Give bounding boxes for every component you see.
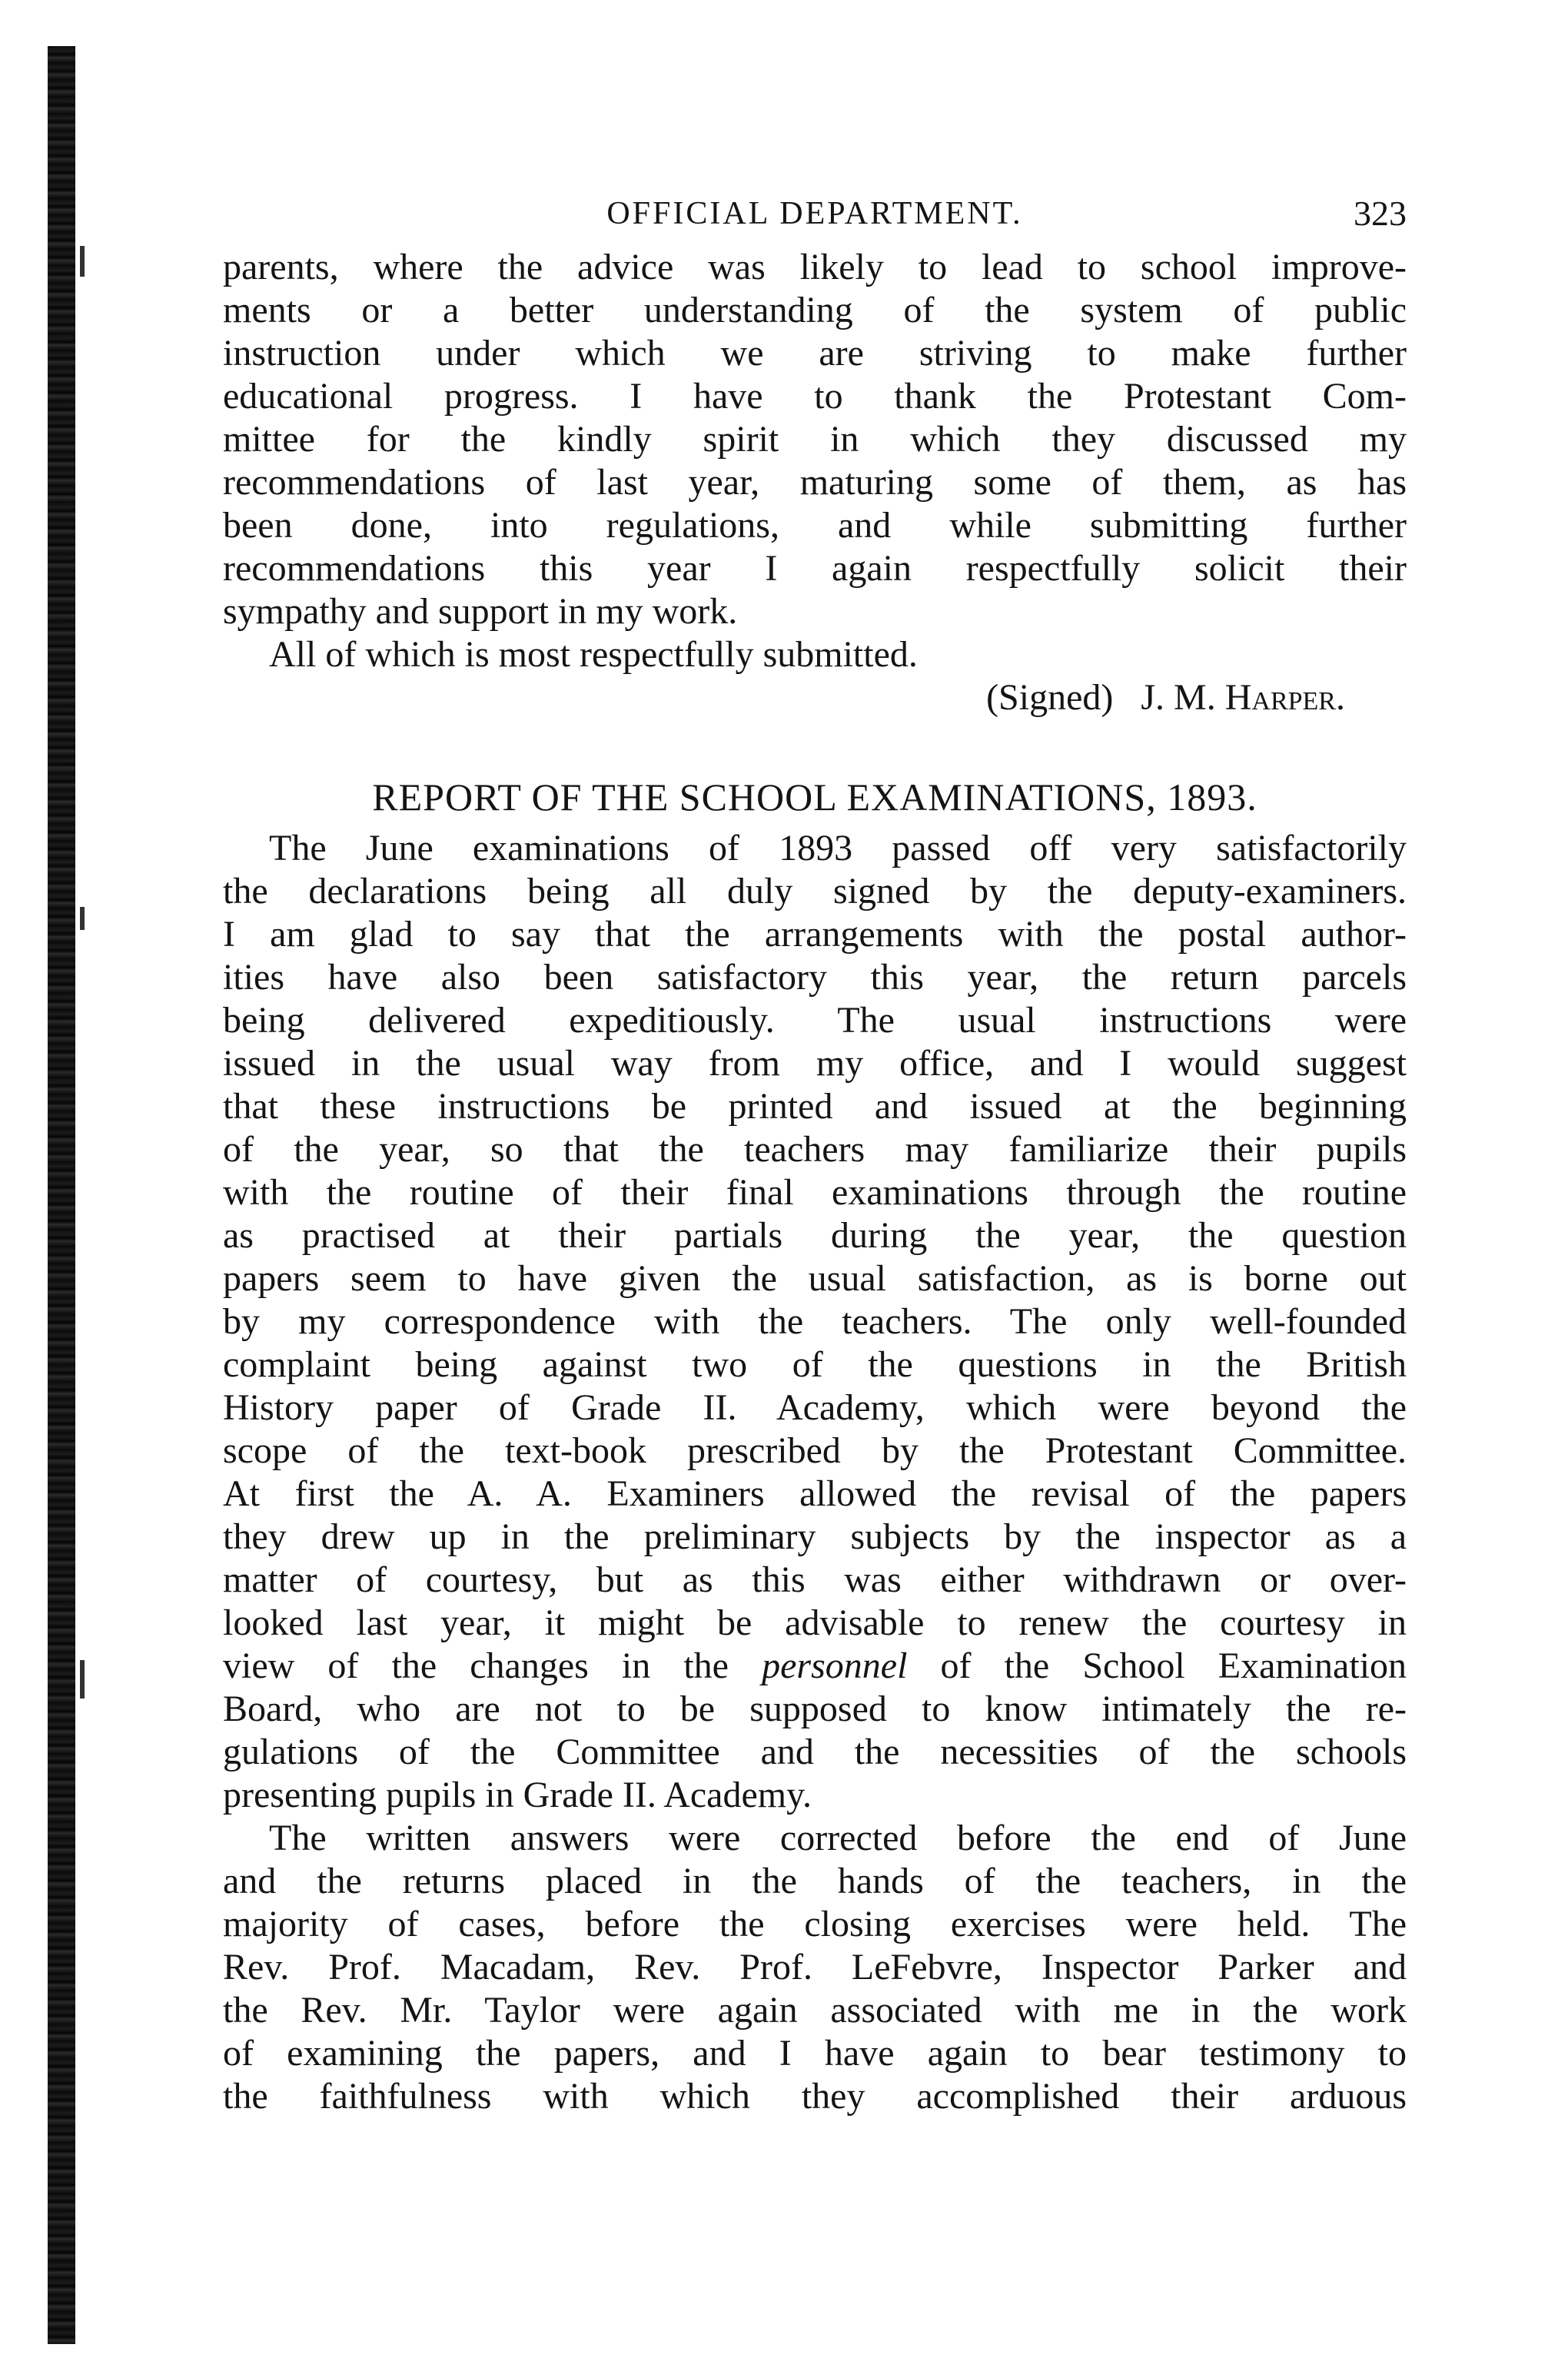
text-line: recommendations this year I again respectfully solicit their (223, 548, 1407, 589)
signature-line (223, 676, 1407, 719)
text-line: recommendations of last year, maturing some of them, as has (223, 462, 1407, 503)
text-line: and the returns placed in the hands of the teachers, in the (223, 1861, 1407, 1901)
text-line: they drew up in the preliminary subjects by the inspector as a (223, 1516, 1407, 1557)
text-line: as practised at their partials during the year, the question (223, 1215, 1407, 1256)
text-line: sympathy and support in my work. (223, 591, 738, 632)
text-line: History paper of Grade II. Academy, which were beyond the (223, 1387, 1407, 1428)
text-line: educational progress. I have to thank the Protestant Com- (223, 376, 1407, 417)
page-number: 323 (1354, 194, 1407, 233)
closing-statement: All of which is most respectfully submitted. (269, 634, 918, 675)
text-line: matter of courtesy, but as this was either withdrawn or over- (223, 1559, 1407, 1600)
text-line: ities have also been satisfactory this year, the return parcels (223, 957, 1407, 998)
section-heading: REPORT OF THE SCHOOL EXAMINATIONS, 1893. (372, 775, 1257, 819)
text-line: papers seem to have given the usual satisfaction, as is borne out (223, 1258, 1407, 1299)
text-line: presenting pupils in Grade II. Academy. (223, 1775, 812, 1815)
text-line: issued in the usual way from my office, and I would suggest (223, 1043, 1407, 1084)
text-line: ments or a better understanding of the system of public (223, 290, 1407, 330)
binding-speck (80, 907, 85, 930)
text-line: the faithfulness with which they accomplished their arduous (223, 2076, 1407, 2117)
paragraph-examinations (223, 827, 1407, 1817)
signed-label: (Signed) (986, 677, 1114, 718)
text-line: been done, into regulations, and while submitting further (223, 505, 1407, 546)
book-page (223, 192, 1407, 2118)
text-line: the Rev. Mr. Taylor were again associated with me in the work (223, 1990, 1407, 2031)
text-line: instruction under which we are striving to make further (223, 333, 1407, 374)
running-head (223, 192, 1407, 246)
italic-term: personnel (762, 1645, 908, 1686)
text-line: scope of the text-book prescribed by the Protestant Committee. (223, 1430, 1407, 1471)
text-line: that these instructions be printed and issued at the beginning (223, 1086, 1407, 1127)
signature-initials: J. M. (1141, 677, 1216, 718)
text-line: by my correspondence with the teachers. The only well-founded (223, 1301, 1407, 1342)
text-line: the declarations being all duly signed by the deputy-examiners. (223, 871, 1407, 912)
text-line: At first the A. A. Examiners allowed the revisal of the papers (223, 1473, 1407, 1514)
text-line: looked last year, it might be advisable to renew the courtesy in (223, 1602, 1407, 1643)
text-line: Rev. Prof. Macadam, Rev. Prof. LeFebvre, Inspector Parker and (223, 1947, 1407, 1987)
text-line: I am glad to say that the arrangements with the postal author- (223, 914, 1407, 955)
text-line: The written answers were corrected before the end of June (269, 1818, 1407, 1858)
text-line: with the routine of their final examinations through the routine (223, 1172, 1407, 1213)
text-line: parents, where the advice was likely to lead to school improve- (223, 247, 1407, 287)
binding-speck (80, 1660, 85, 1699)
text-fragment: of the School Examination (940, 1645, 1407, 1686)
paragraph-corrections (223, 1817, 1407, 2118)
binding-edge (48, 46, 75, 2344)
running-head-title: OFFICIAL DEPARTMENT. (606, 196, 1023, 231)
text-line: complaint being against two of the questions in the British (223, 1344, 1407, 1385)
text-line: of the year, so that the teachers may familiarize their pupils (223, 1129, 1407, 1170)
text-line: mittee for the kindly spirit in which they discussed my (223, 419, 1407, 460)
text-line: The June examinations of 1893 passed off very satisfactorily (269, 828, 1407, 868)
text-line: majority of cases, before the closing exercises were held. The (223, 1904, 1407, 1944)
text-line: being delivered expeditiously. The usual instructions were (223, 1000, 1407, 1041)
text-line: Board, who are not to be supposed to know intimately the re- (223, 1689, 1407, 1729)
binding-speck (80, 246, 85, 277)
signature-surname: Harper. (1224, 677, 1345, 718)
text-fragment: view of the changes in the (223, 1645, 729, 1686)
text-line: of examining the papers, and I have again to bear testimony to (223, 2033, 1407, 2074)
paragraph-continued (223, 246, 1407, 633)
text-line: gulations of the Committee and the necessities of the schools (223, 1732, 1407, 1772)
text-line (223, 1645, 1407, 1688)
